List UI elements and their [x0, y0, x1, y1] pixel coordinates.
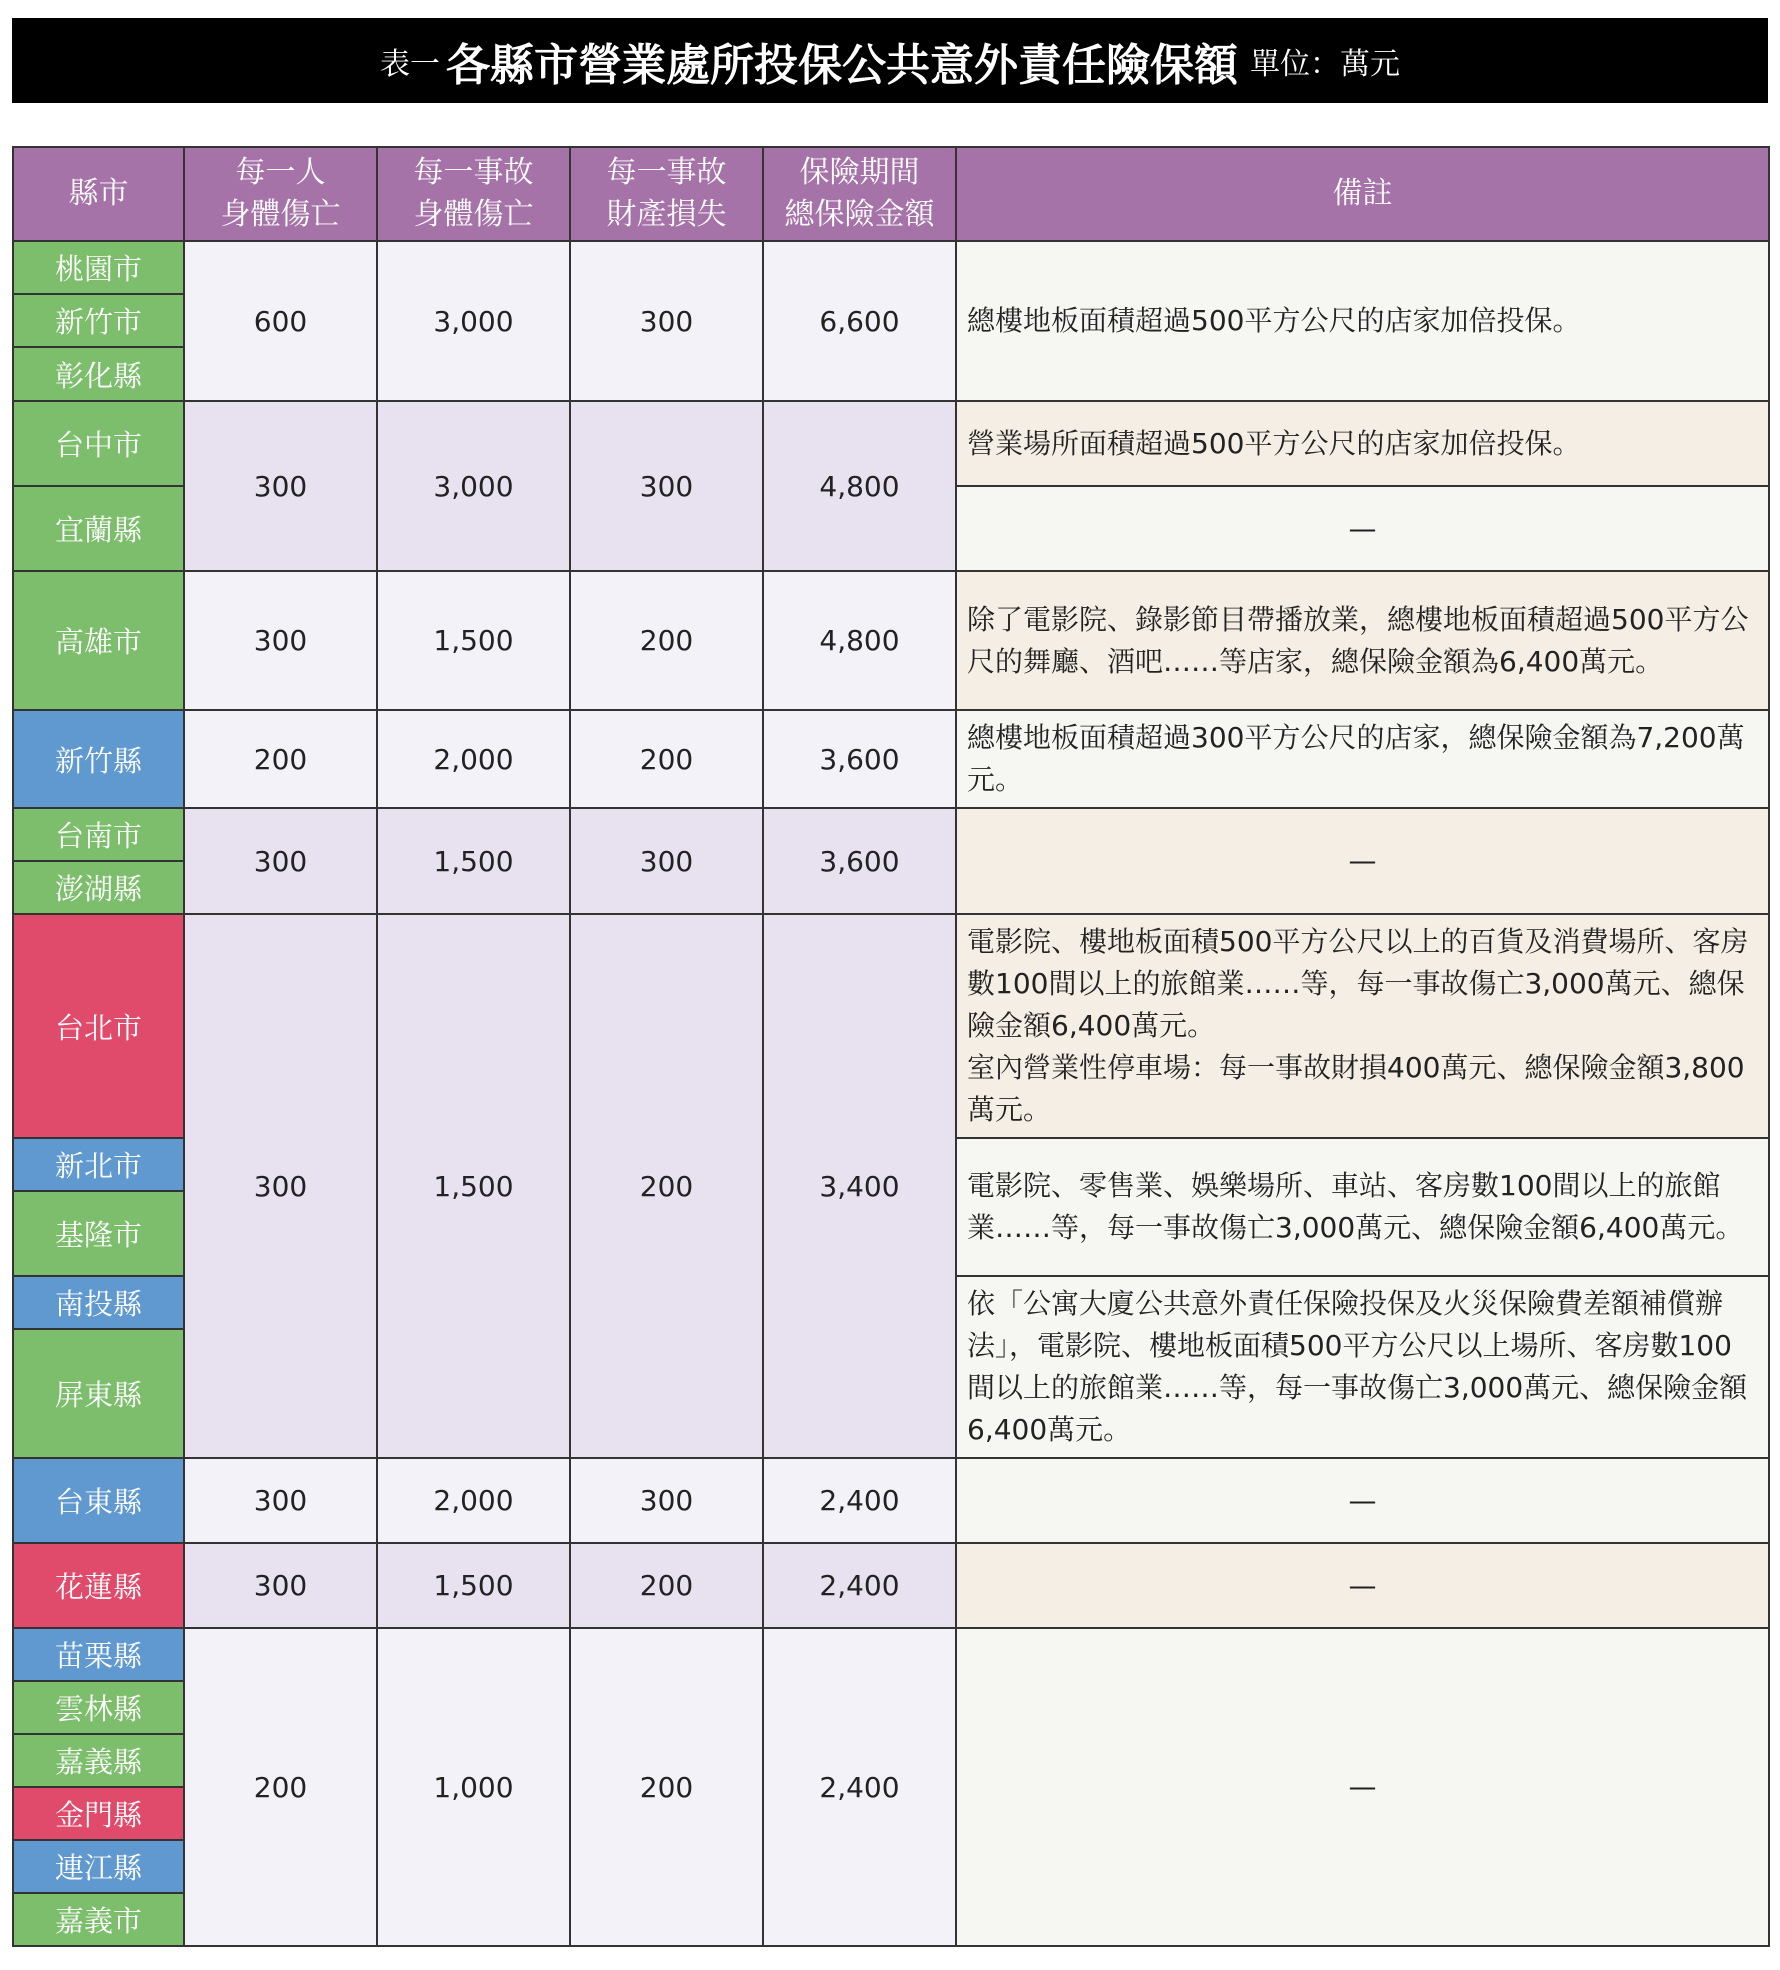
county-cell: 桃園市: [13, 241, 184, 294]
header-notes: 備註: [956, 147, 1769, 241]
value-cell: 200: [184, 710, 377, 808]
table-title: 各縣市營業處所投保公共意外責任險保額: [446, 39, 1238, 91]
county-cell: 南投縣: [13, 1276, 184, 1329]
value-cell: 200: [570, 1543, 763, 1628]
table-row: [13, 1543, 1769, 1628]
value-cell: 300: [184, 1543, 377, 1628]
note-cell: —: [956, 1458, 1769, 1543]
value-cell: 2,000: [377, 1458, 570, 1543]
note-cell: 總樓地板面積超過500平方公尺的店家加倍投保。: [956, 241, 1769, 401]
county-cell: 高雄市: [13, 571, 184, 710]
table-row: [13, 808, 1769, 861]
county-cell: 宜蘭縣: [13, 486, 184, 571]
value-cell: 3,600: [763, 808, 956, 914]
value-cell: 600: [184, 241, 377, 401]
value-cell: 200: [570, 571, 763, 710]
value-cell: 300: [570, 808, 763, 914]
county-cell: 新竹縣: [13, 710, 184, 808]
county-cell: 金門縣: [13, 1787, 184, 1840]
county-cell: 嘉義縣: [13, 1734, 184, 1787]
note-line: 室內營業性停車場：每一事故財損400萬元、總保險金額3,800萬元。: [967, 1051, 1745, 1126]
insurance-table: [12, 146, 1770, 1947]
county-cell: 台中市: [13, 401, 184, 486]
header-per-accident-property: 每一事故 財產損失: [570, 147, 763, 241]
value-cell: 3,400: [763, 914, 956, 1458]
note-line: 電影院、樓地板面積500平方公尺以上的百貨及消費場所、客房數100間以上的旅館業……等，每一事故傷亡3,000萬元、總保險金額6,400萬元。: [967, 925, 1749, 1042]
value-cell: 2,400: [763, 1543, 956, 1628]
value-cell: 2,000: [377, 710, 570, 808]
header-county: 縣市: [13, 147, 184, 241]
county-cell: 台北市: [13, 914, 184, 1138]
county-cell: 澎湖縣: [13, 861, 184, 914]
header-total-amount: 保險期間 總保險金額: [763, 147, 956, 241]
county-cell: 台東縣: [13, 1458, 184, 1543]
value-cell: 200: [570, 710, 763, 808]
value-cell: 300: [184, 401, 377, 571]
value-cell: 1,000: [377, 1628, 570, 1946]
county-cell: 新北市: [13, 1138, 184, 1191]
table-row: [13, 241, 1769, 294]
value-cell: 300: [184, 571, 377, 710]
table-row: [13, 571, 1769, 710]
table-row: [13, 401, 1769, 486]
header-per-accident-injury: 每一事故 身體傷亡: [377, 147, 570, 241]
county-cell: 台南市: [13, 808, 184, 861]
county-cell: 彰化縣: [13, 347, 184, 401]
note-cell: 總樓地板面積超過300平方公尺的店家，總保險金額為7,200萬元。: [956, 710, 1769, 808]
unit-label: 單位：萬元: [1250, 46, 1400, 82]
value-cell: 200: [570, 1628, 763, 1946]
value-cell: 4,800: [763, 571, 956, 710]
note-cell: 電影院、零售業、娛樂場所、車站、客房數100間以上的旅館業……等，每一事故傷亡3,000萬元、總保險金額6,400萬元。: [956, 1138, 1769, 1276]
value-cell: 1,500: [377, 571, 570, 710]
note-cell: —: [956, 1628, 1769, 1946]
county-cell: 嘉義市: [13, 1893, 184, 1946]
value-cell: 3,000: [377, 241, 570, 401]
note-cell: 營業場所面積超過500平方公尺的店家加倍投保。: [956, 401, 1769, 486]
value-cell: 300: [570, 1458, 763, 1543]
note-cell: —: [956, 808, 1769, 914]
table-row: [13, 710, 1769, 808]
note-cell: —: [956, 486, 1769, 571]
table-row: [13, 1628, 1769, 1681]
note-cell: [956, 914, 1769, 1138]
table-row: [13, 1458, 1769, 1543]
table-title-bar: [12, 18, 1768, 103]
value-cell: 300: [570, 241, 763, 401]
county-cell: 花蓮縣: [13, 1543, 184, 1628]
value-cell: 200: [184, 1628, 377, 1946]
county-cell: 基隆市: [13, 1191, 184, 1276]
value-cell: 2,400: [763, 1458, 956, 1543]
county-cell: 新竹市: [13, 294, 184, 347]
table-row: [13, 914, 1769, 1138]
note-cell: 除了電影院、錄影節目帶播放業，總樓地板面積超過500平方公尺的舞廳、酒吧……等店家，總保險金額為6,400萬元。: [956, 571, 1769, 710]
title-prefix: 表一: [380, 46, 440, 82]
county-cell: 連江縣: [13, 1840, 184, 1893]
value-cell: 1,500: [377, 808, 570, 914]
value-cell: 3,600: [763, 710, 956, 808]
note-cell: —: [956, 1543, 1769, 1628]
value-cell: 1,500: [377, 1543, 570, 1628]
value-cell: 1,500: [377, 914, 570, 1458]
value-cell: 300: [184, 808, 377, 914]
value-cell: 2,400: [763, 1628, 956, 1946]
value-cell: 300: [184, 914, 377, 1458]
note-cell: 依「公寓大廈公共意外責任保險投保及火災保險費差額補償辦法」，電影院、樓地板面積500平方公尺以上場所、客房數100間以上的旅館業……等，每一事故傷亡3,000萬元、總保險金額6,400萬元。: [956, 1276, 1769, 1458]
value-cell: 3,000: [377, 401, 570, 571]
value-cell: 4,800: [763, 401, 956, 571]
header-per-person: 每一人 身體傷亡: [184, 147, 377, 241]
value-cell: 6,600: [763, 241, 956, 401]
header-row: [13, 147, 1769, 241]
value-cell: 300: [570, 401, 763, 571]
county-cell: 雲林縣: [13, 1681, 184, 1734]
county-cell: 屏東縣: [13, 1329, 184, 1458]
value-cell: 300: [184, 1458, 377, 1543]
value-cell: 200: [570, 914, 763, 1458]
county-cell: 苗栗縣: [13, 1628, 184, 1681]
